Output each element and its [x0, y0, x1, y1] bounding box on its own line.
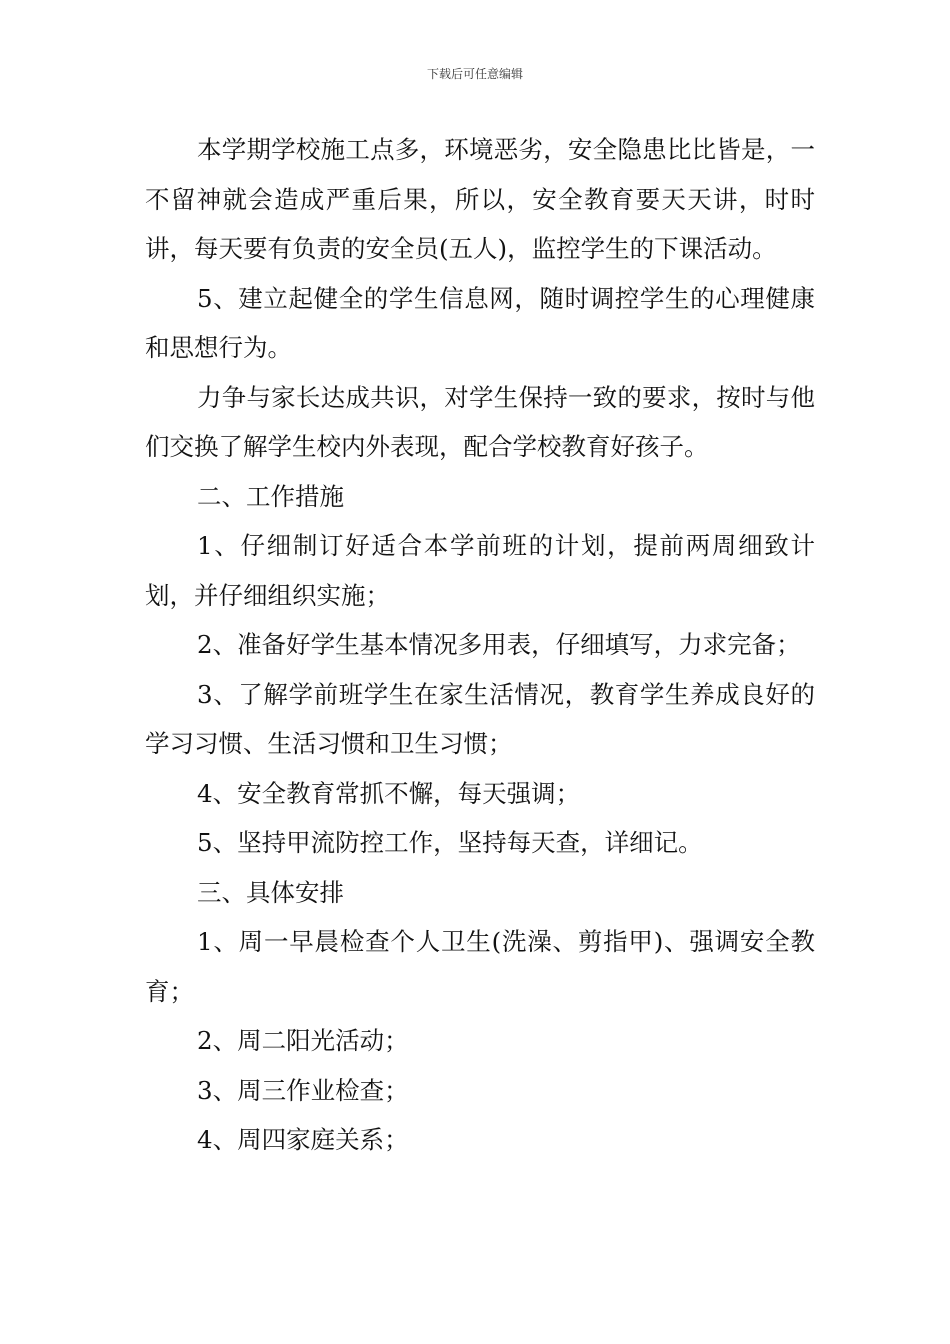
paragraph-arrangement-monday: 1、周一早晨检查个人卫生(洗澡、剪指甲)、强调安全教育；: [145, 927, 815, 1006]
page-header: 下载后可任意编辑: [426, 67, 523, 81]
paragraph-arrangement-wednesday: 3、周三作业检查；: [197, 1075, 409, 1105]
paragraph-item-5-info-network: 5、建立起健全的学生信息网，随时调控学生的心理健康和思想行为。: [145, 283, 815, 362]
paragraph-measure-5: 5、坚持甲流防控工作，坚持每天查，详细记。: [197, 828, 703, 857]
paragraph-measure-2: 2、准备好学生基本情况多用表，仔细填写，力求完备；: [197, 630, 801, 659]
paragraph-arrangement-thursday: 4、周四家庭关系；: [197, 1125, 409, 1154]
paragraph-measure-1: 1、仔细制订好适合本学前班的计划，提前两周细致计划，并仔细组织实施；: [145, 531, 815, 610]
paragraph-measure-4: 4、安全教育常抓不懈，每天强调；: [197, 778, 581, 808]
paragraph-parent-consensus: 力争与家长达成共识，对学生保持一致的要求，按时与他们交换了解学生校内外表现，配合学校教育好孩子。: [145, 382, 815, 461]
document-body: [145, 125, 815, 1165]
paragraph-arrangement-tuesday: 2、周二阳光活动；: [197, 1026, 409, 1055]
section-heading-specific-arrangements: 三、具体安排: [197, 877, 344, 907]
section-heading-work-measures: 二、工作措施: [197, 481, 344, 511]
paragraph-safety-education: 本学期学校施工点多，环境恶劣，安全隐患比比皆是，一不留神就会造成严重后果，所以，安全教育要天天讲，时时讲，每天要有负责的安全员(五人)，监控学生的下课活动。: [145, 135, 815, 263]
paragraph-measure-3: 3、了解学前班学生在家生活情况，教育学生养成良好的学习习惯、生活习惯和卫生习惯；: [145, 679, 815, 758]
